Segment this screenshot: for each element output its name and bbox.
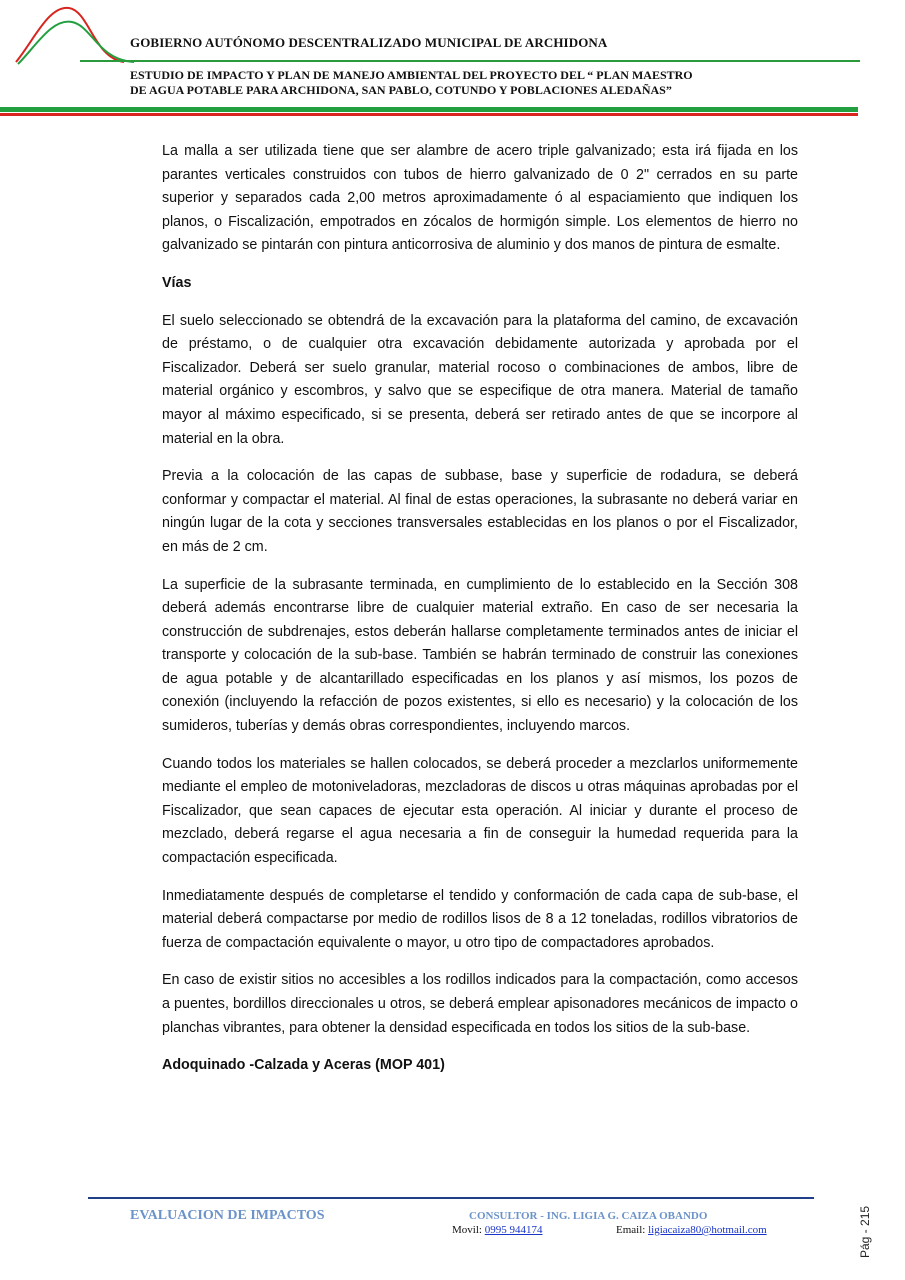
paragraph-suelo: El suelo seleccionado se obtendrá de la excavación para la plataforma del camino, de excavación de préstamo, o de cualquier otra excavación debidamente autorizada y aprobada por el Fiscalizador. Deberá ser suelo granular, material rocoso o combinaciones de ambos, libre de material orgánico y escombros, y salvo que se especifique de otra manera. Material de tamaño mayor al máximo especificado, si se presenta, deberá ser retirado antes de que se incorpore al material en la obra. [162, 312, 798, 447]
email-link[interactable]: ligiacaiza80@hotmail.com [648, 1224, 767, 1236]
paragraph-mezclado: Cuando todos los materiales se hallen colocados, se deberá proceder a mezclarlos uniformemente mediante el empleo de motoniveladoras, mezcladoras de discos u otras máquinas aprobadas por el Fiscalizador, que sean capaces de ejecutar esta operación. Al iniciar y durante el proceso de mezclado, deberá regarse el agua necesaria a fin de conseguir la humedad requerida para la compactación especificada. [162, 755, 798, 867]
footer-contact [452, 1224, 792, 1236]
paragraph-apisonadores: En caso de existir sitios no accesibles a los rodillos indicados para la compactación, como accesos a puentes, bordillos direccionales u otros, se deberá emplear apisonadores mecánicos de impacto o planchas vibrantes, para obtener la densidad especificada en todos los sitios de la sub-base. [162, 972, 798, 1036]
header-rule [80, 60, 860, 62]
footer-consultor: CONSULTOR - ING. LIGIA G. CAIZA OBANDO [469, 1210, 708, 1222]
movil-link[interactable]: 0995 944174 [484, 1224, 543, 1236]
project-title-line-1: ESTUDIO DE IMPACTO Y PLAN DE MANEJO AMBIENTAL DEL PROYECTO DEL “ PLAN MAESTRO [130, 68, 693, 82]
paragraph-subrasante: La superficie de la subrasante terminada, en cumplimiento de lo establecido en la Sección 308 deberá además encontrarse libre de cualquier material extraño. En caso de ser necesaria la construcción de subdrenajes, estos deberán hallarse completamente terminados antes de iniciar el transporte y colocación de la sub-base. También se habrán terminado de construir las conexiones de agua potable y de alcantarillado especificadas en los planos y así mismos, los pozos de conexión (incluyendo la refacción de pozos existentes, si ello es necesario) y la colocación de los sumideros, tuberías y demás obras correspondientes, incluyendo marcos. [162, 576, 798, 735]
heading-adoquinado: Adoquinado -Calzada y Aceras (MOP 401) [162, 1057, 445, 1074]
footer-rule [88, 1197, 814, 1199]
project-title [130, 68, 830, 97]
movil-label: Movil: [452, 1224, 485, 1236]
paragraph-malla: La malla a ser utilizada tiene que ser alambre de acero triple galvanizado; esta irá fijada en los parantes verticales construidos con tubos de hierro galvanizado de 0 2" cerrados en su parte superior y separados cada 2,00 metros aproximadamente ó al espaciamiento que indiquen los planos, o Fiscalización, empotrados en zócalos de hormigón simple. Los elementos de hierro no galvanizado se pintarán con pintura anticorrosiva de aluminio y dos manos de pintura de esmalte. [162, 143, 798, 254]
project-title-line-2: DE AGUA POTABLE PARA ARCHIDONA, SAN PABLO, COTUNDO Y POBLACIONES ALEDAÑAS” [130, 82, 672, 97]
header-band-red [0, 113, 858, 116]
paragraph-subbase: Previa a la colocación de las capas de subbase, base y superficie de rodadura, se deberá conformar y compactar el material. Al final de estas operaciones, la subrasante no deberá variar en ningún lugar de la cota y secciones transversales establecidas en los planos o por el Fiscalizador, en más de 2 cm. [162, 468, 798, 555]
paragraph-compactacion: Inmediatamente después de completarse el tendido y conformación de cada capa de sub-base, el material deberá compactarse por medio de rodillos lisos de 8 a 12 toneladas, rodillos vibratorios de fuerza de compactación equivalente o mayor, u otro tipo de compactadores aprobados. [162, 887, 798, 951]
page-number: Pág - 215 [858, 1205, 872, 1258]
document-body [162, 140, 798, 1092]
email-label: Email: [616, 1224, 649, 1236]
header-band-green [0, 107, 858, 112]
footer-section-title: EVALUACION DE IMPACTOS [130, 1208, 325, 1223]
heading-vias: Vías [162, 274, 192, 291]
organization-title: GOBIERNO AUTÓNOMO DESCENTRALIZADO MUNICIPAL DE ARCHIDONA [130, 35, 608, 50]
email-group [616, 1224, 767, 1236]
